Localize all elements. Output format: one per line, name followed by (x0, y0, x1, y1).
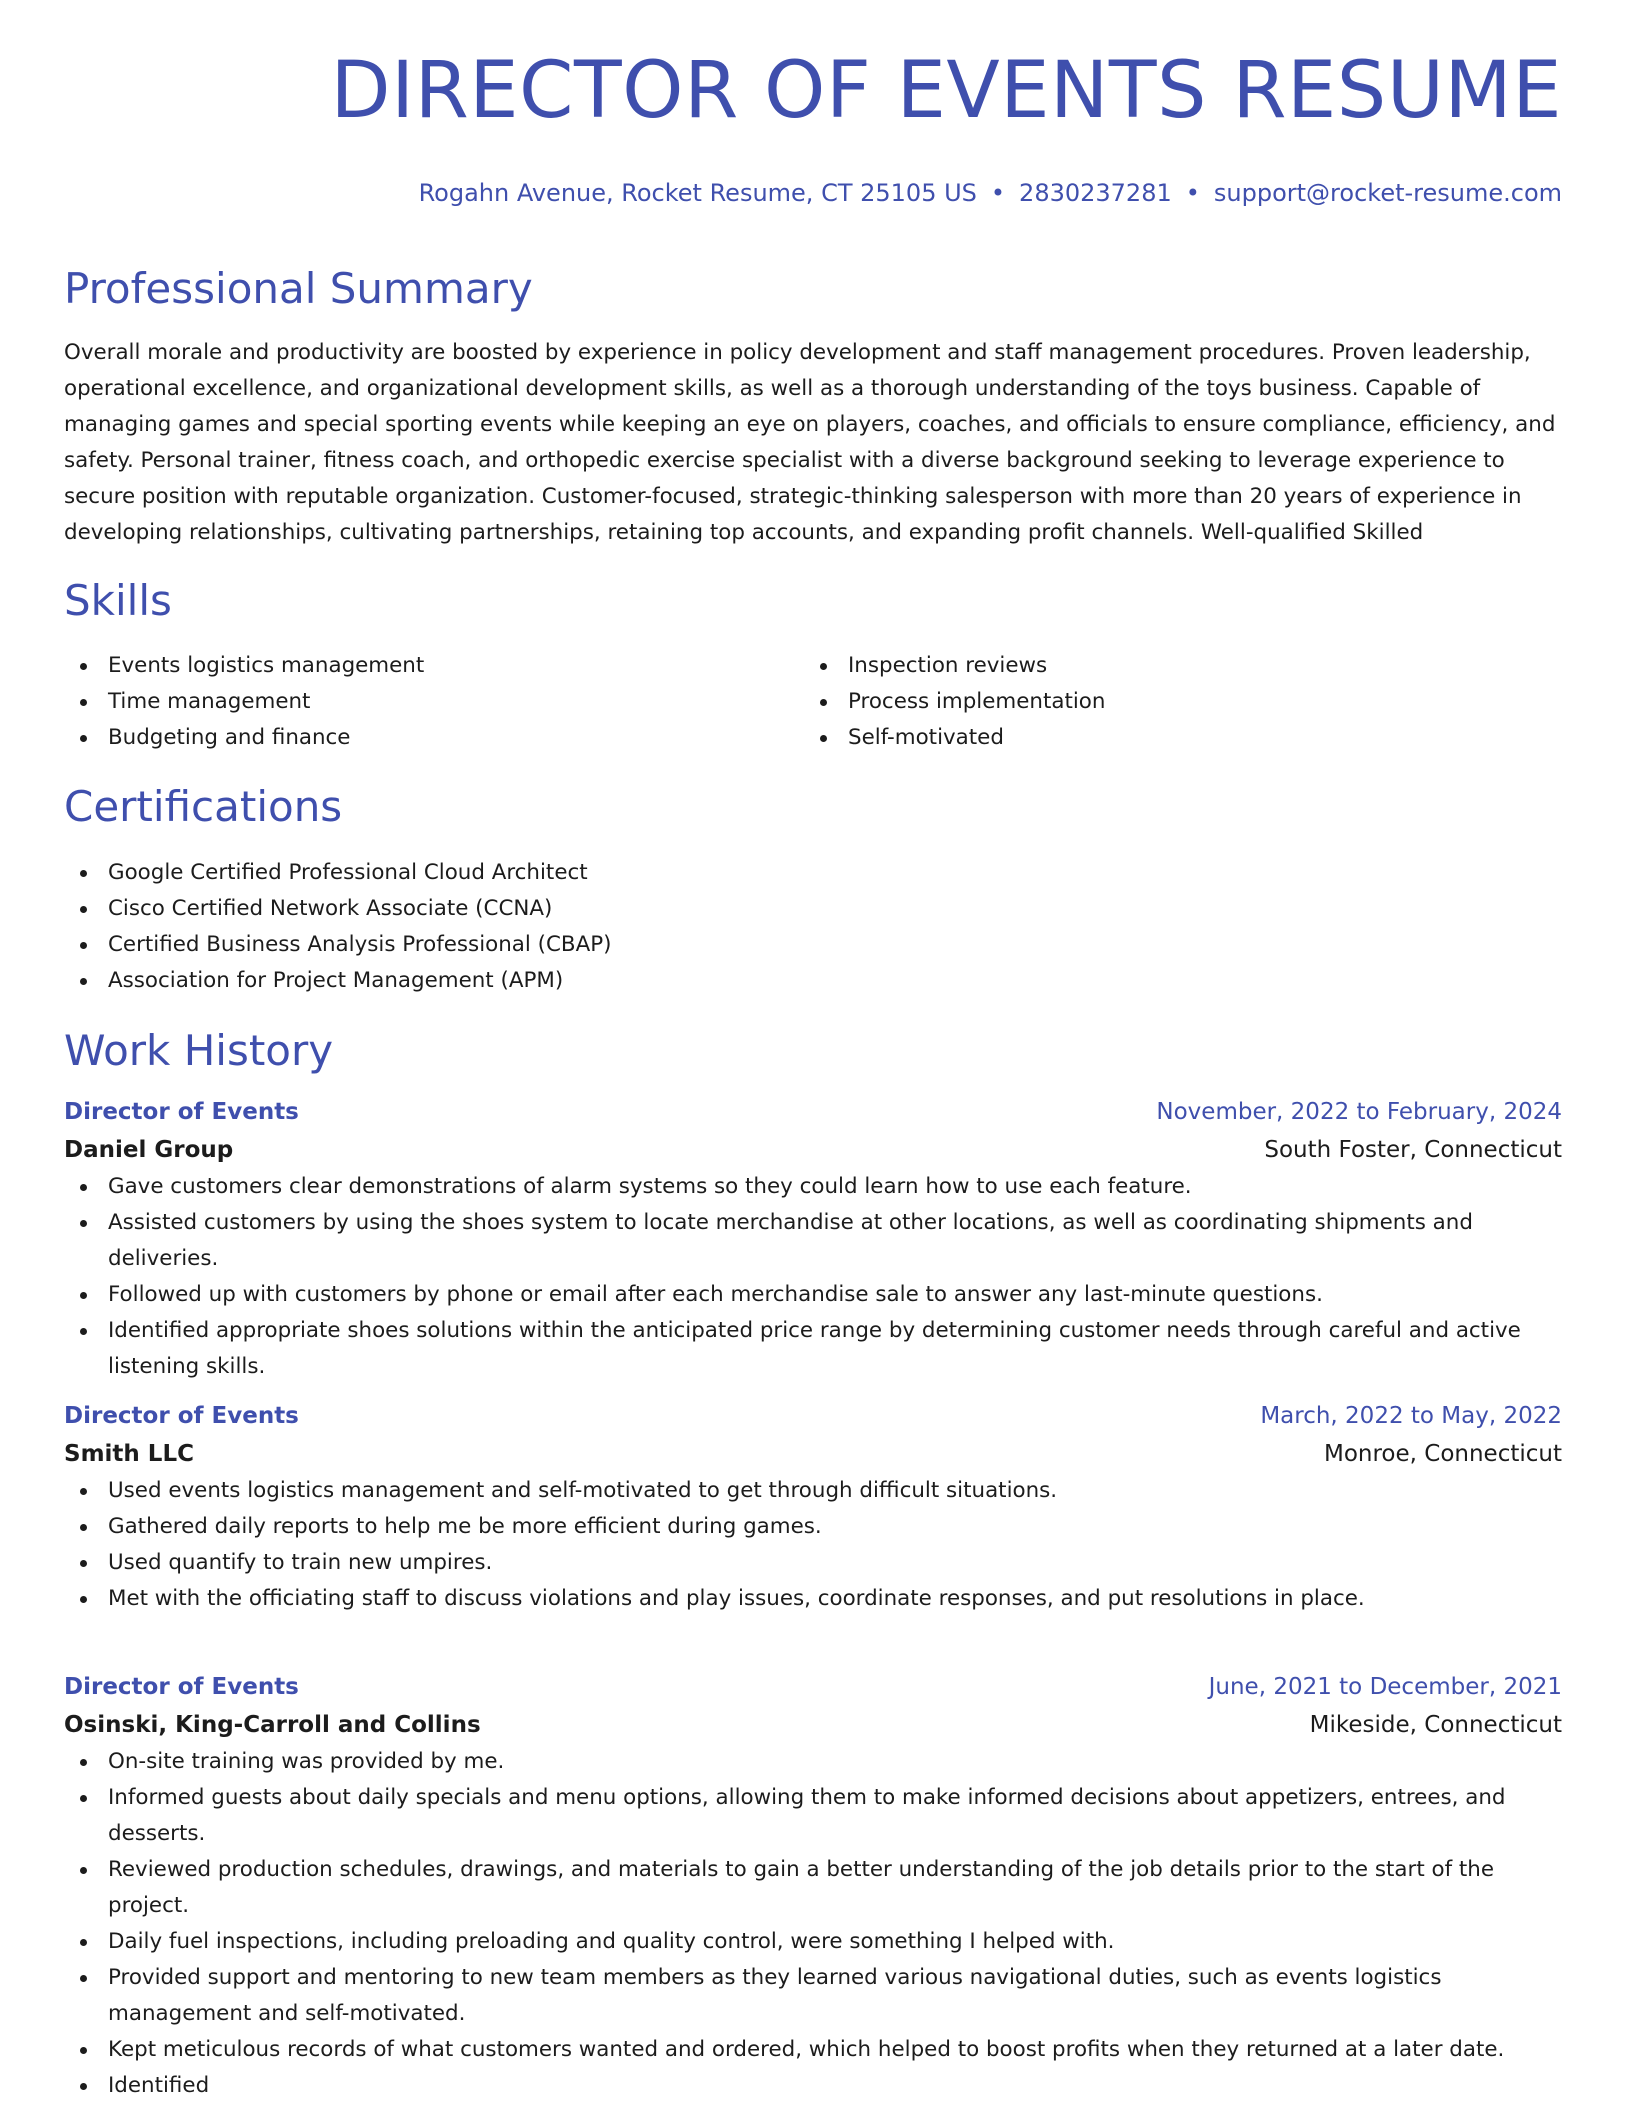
job-company-row (64, 1706, 1562, 1744)
contact-separator: • (990, 179, 1006, 207)
skills-list-left (64, 648, 764, 756)
contact-line (419, 181, 1562, 205)
contact-address: Rogahn Avenue, Rocket Resume, CT 25105 US (418, 179, 977, 207)
certification-item: Google Certified Professional Cloud Architect (64, 855, 1562, 891)
job-title: Director of Events (64, 1674, 299, 1700)
job-location: South Foster, Connecticut (1264, 1137, 1562, 1163)
job-entry (64, 1397, 1562, 1617)
job-header-row (64, 1668, 1562, 1706)
job-bullet: Used quantify to train new umpires. (64, 1545, 1562, 1581)
job-bullet: Assisted customers by using the shoes system to locate merchandise at other locations, as well as coordinating shipments and deliveries. (64, 1205, 1562, 1277)
job-location: Mikeside, Connecticut (1309, 1712, 1562, 1738)
work-history-heading: Work History (64, 1026, 334, 1075)
job-entry (64, 1093, 1562, 1385)
job-bullet: Followed up with customers by phone or email after each merchandise sale to answer any last-minute questions. (64, 1277, 1562, 1313)
certifications-list (64, 855, 1562, 999)
skill-item: Self-motivated (804, 720, 1504, 756)
certification-item: Certified Business Analysis Professional (CBAP) (64, 927, 1562, 963)
job-bullet: Provided support and mentoring to new team members as they learned various navigational duties, such as events logistics management and self-motivated. (64, 1960, 1562, 2032)
job-bullet: Identified appropriate shoes solutions within the anticipated price range by determining customer needs through careful and active listening skills. (64, 1313, 1562, 1385)
skills-heading: Skills (64, 576, 172, 625)
job-dates: June, 2021 to December, 2021 (1208, 1674, 1562, 1700)
certifications-heading: Certifications (64, 782, 343, 831)
job-bullet: Gathered daily reports to help me be more efficient during games. (64, 1509, 1562, 1545)
skill-item: Inspection reviews (804, 648, 1504, 684)
contact-phone: 2830237281 (1019, 179, 1172, 207)
contact-separator: • (1185, 179, 1200, 207)
job-bullets (64, 1744, 1562, 2104)
certification-item: Cisco Certified Network Associate (CCNA) (64, 891, 1562, 927)
job-title: Director of Events (64, 1403, 299, 1429)
job-company: Smith LLC (64, 1441, 194, 1467)
job-dates: November, 2022 to February, 2024 (1156, 1099, 1562, 1125)
job-bullet: On-site training was provided by me. (64, 1744, 1562, 1780)
certification-item: Association for Project Management (APM) (64, 963, 1562, 999)
skills-list-right (804, 648, 1504, 756)
summary-text: Overall morale and productivity are boosted by experience in policy development and staff management procedures. Proven leadership, operational excellence, and organizational development skills, as well as a thorough understanding of the toys business. Capable of managing games and special sporting events while keeping an eye on players, coaches, and officials to ensure compliance, efficiency, and safety. Personal trainer, fitness coach, and orthopedic exercise specialist with a diverse background seeking to leverage experience to secure position with reputable organization. Customer-focused, strategic-thinking salesperson with more than 20 years of experience in developing relationships, cultivating partnerships, retaining top accounts, and expanding profit channels. Well-qualified Skilled (64, 340, 1556, 545)
skill-item: Budgeting and finance (64, 720, 764, 756)
job-bullet: Daily fuel inspections, including preloading and quality control, were something I helped with. (64, 1924, 1562, 1960)
job-bullet: Kept meticulous records of what customers wanted and ordered, which helped to boost profits when they returned at a later date. (64, 2032, 1562, 2068)
job-bullet: Identified (64, 2068, 1562, 2104)
job-bullets (64, 1473, 1562, 1617)
job-bullets (64, 1169, 1562, 1385)
job-bullet: Met with the officiating staff to discuss violations and play issues, coordinate responses, and put resolutions in place. (64, 1581, 1562, 1617)
resume-title: DIRECTOR OF EVENTS RESUME (330, 46, 1562, 136)
job-bullet: Gave customers clear demonstrations of alarm systems so they could learn how to use each feature. (64, 1169, 1562, 1205)
job-title: Director of Events (64, 1099, 299, 1125)
job-bullet: Informed guests about daily specials and menu options, allowing them to make informed decisions about appetizers, entrees, and desserts. (64, 1780, 1562, 1852)
job-location: Monroe, Connecticut (1323, 1441, 1562, 1467)
job-bullet: Reviewed production schedules, drawings, and materials to gain a better understanding of the job details prior to the start of the project. (64, 1852, 1562, 1924)
job-company-row (64, 1131, 1562, 1169)
job-entry (64, 1668, 1562, 2104)
job-company: Osinski, King-Carroll and Collins (64, 1712, 481, 1738)
job-header-row (64, 1093, 1562, 1131)
skill-item: Time management (64, 684, 764, 720)
job-company: Daniel Group (64, 1137, 234, 1163)
job-dates: March, 2022 to May, 2022 (1260, 1403, 1562, 1429)
job-header-row (64, 1397, 1562, 1435)
job-bullet: Used events logistics management and self-motivated to get through difficult situations. (64, 1473, 1562, 1509)
job-company-row (64, 1435, 1562, 1473)
skill-item: Events logistics management (64, 648, 764, 684)
contact-email[interactable]: support@rocket-resume.com (1213, 179, 1562, 207)
skill-item: Process implementation (804, 684, 1504, 720)
summary-heading: Professional Summary (64, 264, 533, 313)
